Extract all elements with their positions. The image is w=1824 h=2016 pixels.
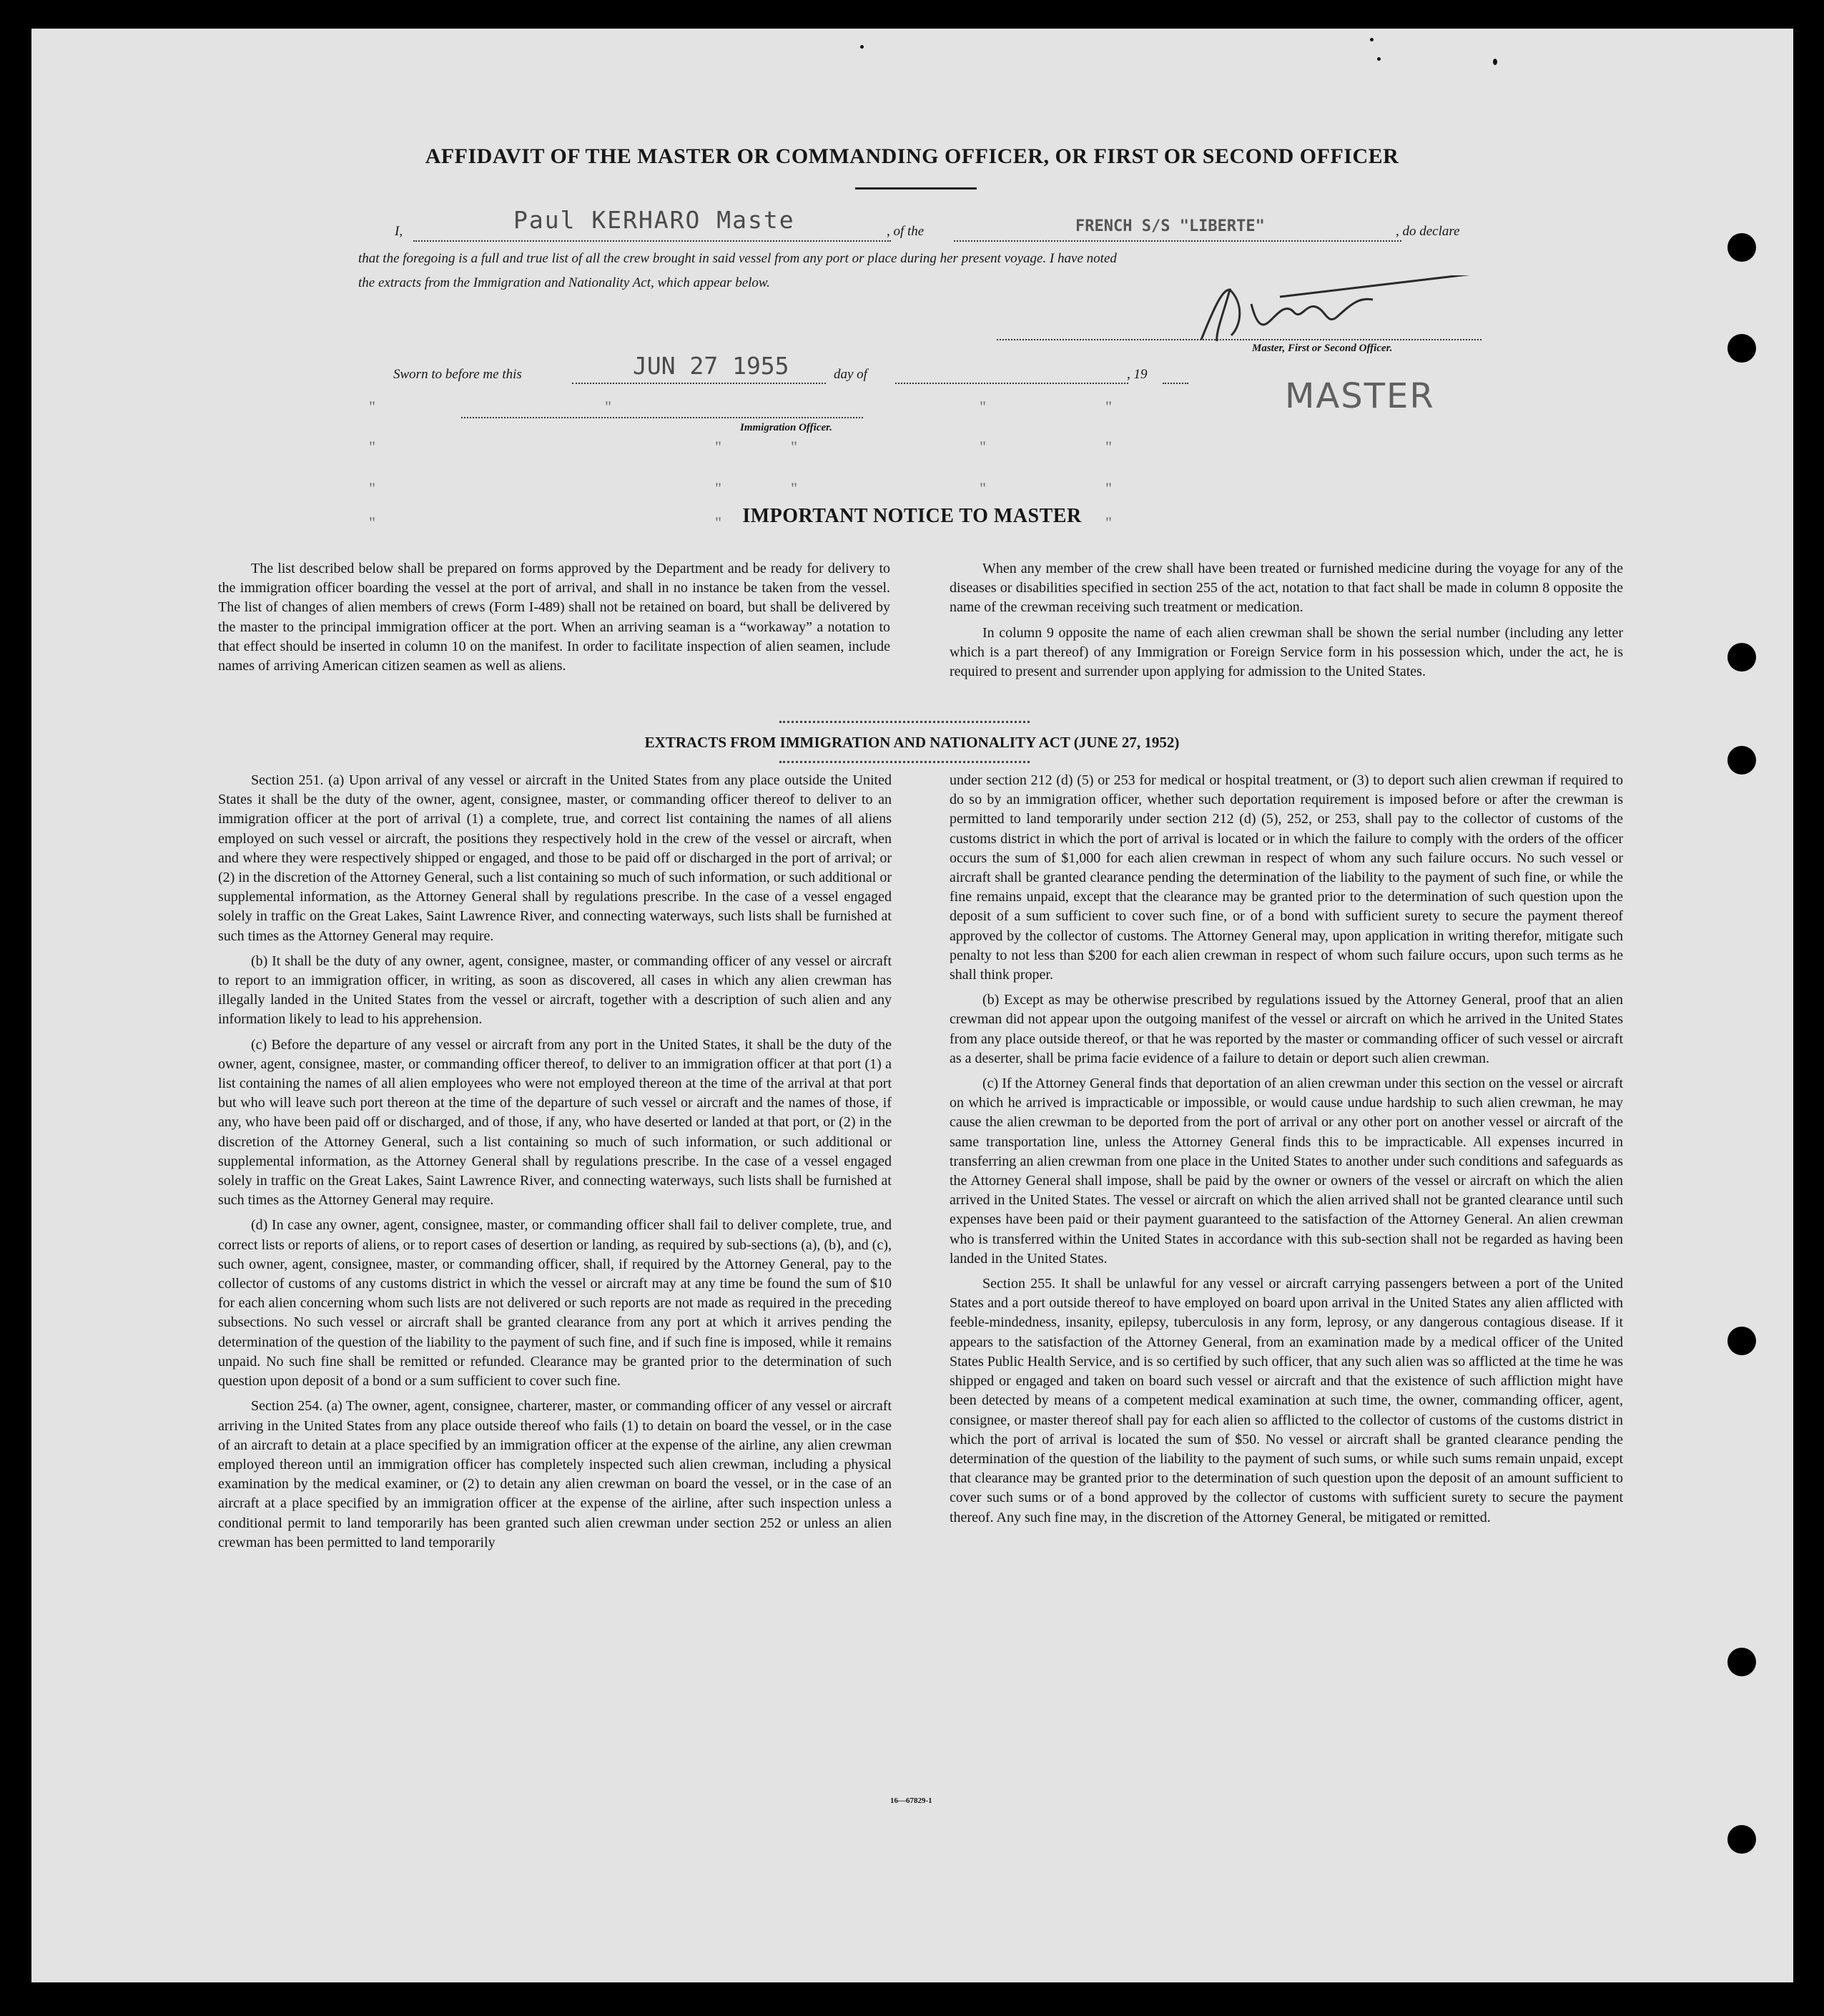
- officer-signature-line: [997, 339, 1482, 340]
- ditto-mark: ": [715, 438, 721, 456]
- year-line: [1163, 383, 1188, 384]
- extract-paragraph: (b) Except as may be otherwise prescribed by regulations issued by the Attorney General, proof that an alien crewman did not appear upon the outgoing manifest of the vessel or aircraft on which he arrived in the United States from any place outside thereof, or that he was reported by the master or commanding officer of such vessel or aircraft as a deserter, shall be prima facie evidence of a failure to detain or deport such alien crewman.: [950, 992, 1623, 1066]
- year-label: , 19: [1127, 367, 1148, 382]
- of-the-label: , of the: [887, 224, 925, 239]
- extract-paragraph: Section 251. (a) Upon arrival of any vessel or aircraft in the United States from any place outside the United States it shall be the duty of the owner, agent, consignee, master, or commanding officer thereof to deliver to an immigration officer at the port of arrival (1) a complete, true, and correct list containing the names of all aliens employed on such vessel or aircraft, the positions they respectively hold in the crew of the vessel or aircraft, when and where they were respectively shipped or engaged, and those to be paid off or discharged in the port of arrival; or (2) in the discretion of the Attorney General, such a list containing so much of such information, or such additional or supplemental information, as the Attorney General shall by regulations prescribe. In the case of a vessel engaged solely in traffic on the Great Lakes, Saint Lawrence River, and connecting waterways, such lists shall be furnished at such times as the Attorney General may require.: [218, 772, 892, 944]
- separator: [779, 761, 1030, 763]
- notice-title: IMPORTANT NOTICE TO MASTER: [742, 505, 1082, 527]
- ditto-mark: ": [980, 398, 986, 416]
- ditto-mark: ": [715, 479, 721, 497]
- ditto-mark: ": [980, 479, 986, 497]
- sworn-date-line: [572, 383, 826, 384]
- extract-paragraph: under section 212 (d) (5) or 253 for medical or hospital treatment, or (3) to deport such alien crewman if required to do so by an immigration officer, whether such deportation requirement is imposed before or after the crewman is permitted to land temporarily under section 212 (d) (5), 252, or 253, shall pay to the collector of customs of the customs district in which the port of arrival is located or in which the failure to comply with the orders of the officer occurs the sum of $1,000 for each alien crewman in respect of whom any such failure occurs. No such vessel or aircraft shall be granted clearance pending the determination of the liability to the payment of such fine, or while the fine remains unpaid, except that the clearance may be granted prior to the determination of such question upon the deposit of a sum sufficient to cover such fine, or of a bond with sufficient surety to secure the payment thereof approved by the collector of customs. The Attorney General may, upon application in writing therefor, mitigate such penalty to not less than $200 for each alien crewman in respect of whom such failure occurs, upon such terms as he shall think proper.: [950, 772, 1623, 983]
- affidavit-title: AFFIDAVIT OF THE MASTER OR COMMANDING OFFICER, OR FIRST OR SECOND OFFICER: [425, 144, 1399, 168]
- extracts-right-column: [950, 771, 1623, 1528]
- declaration-line-2: that the foregoing is a full and true list of all the crew brought in said vessel from any port or place during her present voyage. I have noted: [358, 251, 1117, 266]
- binder-hole: [1727, 1825, 1756, 1854]
- ditto-mark: ": [605, 398, 611, 416]
- ditto-mark: ": [369, 398, 375, 416]
- ditto-mark: ": [369, 438, 375, 456]
- declare-label: , do declare: [1396, 224, 1460, 239]
- ditto-mark: ": [791, 479, 797, 497]
- i-label: I,: [395, 224, 403, 239]
- month-line: [895, 383, 1128, 384]
- notice-paragraph: The list described below shall be prepared on forms approved by the Department and be ready for delivery to the immigration officer boarding the vessel at the port of arrival, and shall in no instance be taken from the vessel. The list of changes of alien members of crews (Form I-489) shall not be retained on board, but shall be delivered by the master to the principal immigration officer at the port. When an arriving seaman is a “workaway” a notation to that effect should be inserted in column 10 on the manifest. In order to facilitate inspection of alien seamen, include names of arriving American citizen seamen as well as aliens.: [218, 561, 890, 674]
- binder-hole: [1727, 334, 1756, 363]
- extract-paragraph: (c) If the Attorney General finds that deportation of an alien crewman under this section on the vessel or aircraft on which he arrived is impracticable or impossible, or would cause undue hardship to such alien crewman, he may cause the alien crewman to be deported from the port of arrival or any other port on another vessel or aircraft of the same transportation line, unless the Attorney General finds this to be impracticable. All expenses incurred in transferring an alien crewman from one place in the United States to another under such conditions and safeguards as the Attorney General shall impose, shall be paid by the owner or owners of the vessel or aircraft on which the alien arrived in the United States. The vessel or aircraft on which the alien arrived shall not be granted clearance until such expenses have been paid or their payment guaranteed to the satisfaction of the Attorney General. An alien crewman who is transferred within the United States in accordance with this sub-section shall not be regarded as having been landed in the United States.: [950, 1076, 1623, 1267]
- immigration-officer-line: [461, 417, 863, 418]
- speck: [1493, 59, 1497, 65]
- ditto-mark: ": [369, 479, 375, 497]
- speck: [860, 45, 864, 49]
- extracts-title: EXTRACTS FROM IMMIGRATION AND NATIONALITY ACT (JUNE 27, 1952): [644, 734, 1180, 751]
- extract-paragraph: (c) Before the departure of any vessel or aircraft from any port in the United States, it shall be the duty of the owner, agent, consignee, master, or commanding officer thereof, to deliver to an immigration officer at that port (1) a list containing the names of all alien employees who were not employed thereon at the time of the arrival at that port but who will leave such port thereon at the time of the departure of such vessel or aircraft and the names of those, if any, who have been paid off or discharged, and of those, if any, who have deserted or landed at that port, or (2) in the discretion of the Attorney General, such a list containing so much of such information, or such additional or supplemental information, as the Attorney General shall by regulations prescribe. In the case of a vessel engaged solely in traffic on the Great Lakes, Saint Lawrence River, and connecting waterways, such lists shall be furnished at such times as the Attorney General may require.: [218, 1036, 892, 1209]
- notice-paragraph: In column 9 opposite the name of each alien crewman shall be shown the serial number (including any letter which is a part thereof) of any Immigration or Foreign Service form in his possession which, under the act, he is required to present and surrender upon applying for admission to the United States.: [950, 624, 1623, 680]
- extract-paragraph: Section 255. It shall be unlawful for any vessel or aircraft carrying passengers between a port of the United States and a port outside thereof to have employed on board upon arrival in the United States any alien afflicted with feeble-mindedness, insanity, epilepsy, tuberculosis in any form, leprosy, or any dangerous contagious disease. If it appears to the satisfaction of the Attorney General, from an examination made by a medical officer of the United States Public Health Service, and is so certified by such officer, that any such alien was so afflicted at the time he was shipped or engaged and taken on board such vessel or aircraft and that the existence of such affliction might have been detected by means of a competent medical examination at such time, the owner, commanding officer, agent, consignee, or master thereof shall pay for each alien so afflicted to the collector of customs of the customs district in which the port of arrival is located the sum of $50. No vessel or aircraft shall be granted clearance pending the determination of the question of the liability to the payment of such sums, or while such sums remain unpaid, except that clearance may be granted prior to the determination of such question upon the deposit of an amount sufficient to cover such sums or of a bond approved by the collector of customs with sufficient surety to secure the payment thereof. Any such fine may, in the discretion of the Attorney General, be mitigated or remitted.: [950, 1276, 1623, 1525]
- title-underline: [855, 187, 977, 190]
- immigration-officer-caption: Immigration Officer.: [740, 422, 832, 433]
- sworn-date: JUN 27 1955: [633, 352, 789, 380]
- vessel-line: [954, 240, 1401, 242]
- binder-hole: [1727, 643, 1756, 672]
- officer-caption: Master, First or Second Officer.: [1252, 343, 1393, 354]
- binder-hole: [1727, 1327, 1756, 1355]
- extracts-left-column: [218, 771, 892, 1553]
- form-number: 16—67829-1: [890, 1796, 932, 1805]
- ditto-mark: ": [1105, 438, 1112, 456]
- ditto-mark: ": [1105, 479, 1112, 497]
- ditto-mark: ": [369, 513, 375, 531]
- declaration-line-3: the extracts from the Immigration and Nationality Act, which appear below.: [358, 275, 770, 290]
- speck: [1370, 38, 1374, 41]
- ditto-mark: ": [715, 513, 721, 531]
- extract-paragraph: (d) In case any owner, agent, consignee, master, or commanding officer shall fail to deliver complete, true, and correct lists or reports of aliens, or to report cases of desertion or landing, as required by sub-sections (a), (b), and (c), such owner, agent, consignee, master, or commanding officer, shall, if required by the Attorney General, pay to the collector of customs of any customs district in which the vessel or aircraft may at any time be found the sum of $10 for each alien concerning whom such lists are not delivered or such reports are not made as required in the preceding subsections. No such vessel or aircraft shall be granted clearance from any port at which it arrives pending the determination of the question of the liability to the payment of such fine, and if such fine is imposed, while it remains unpaid. No such fine shall be remitted or refunded. Clearance may be granted prior to the determination of such question upon deposit of a bond or a sum sufficient to cover such fine.: [218, 1217, 892, 1390]
- notice-left-column: [218, 559, 890, 676]
- declarant-name: Paul KERHARO Maste: [513, 206, 795, 234]
- ditto-mark: ": [1105, 513, 1112, 531]
- extract-paragraph: (b) It shall be the duty of any owner, agent, consignee, master, or commanding officer of any vessel or aircraft to report to an immigration officer, in writing, as soon as discovered, all cases in which any alien crewman has illegally landed in the United States from the vessel or aircraft, together with a description of such alien and any information likely to lead to his apprehension.: [218, 953, 892, 1028]
- binder-hole: [1727, 233, 1756, 262]
- separator: [779, 721, 1030, 723]
- declarant-line: [413, 240, 891, 242]
- extract-paragraph: Section 254. (a) The owner, agent, consignee, charterer, master, or commanding officer of any vessel or aircraft arriving in the United States from any place outside thereof who fails (1) to detain on board the vessel, or in the case of an aircraft to detain at a place specified by an immigration officer at the expense of the airline, any alien crewman employed thereon until an immigration officer has completely inspected such alien crewman, including a physical examination by the medical examiner, or (2) to detain any alien crewman on board the vessel, or in the case of an aircraft at a place specified by an immigration officer at the expense of the airline, after such inspection unless a conditional permit to land temporarily has been granted such alien crewman under section 252 or unless an alien crewman has been permitted to land temporarily: [218, 1398, 892, 1550]
- master-stamp: MASTER: [1285, 376, 1435, 416]
- notice-paragraph: When any member of the crew shall have been treated or furnished medicine during the voyage for any of the diseases or disabilities specified in section 255 of the act, notation to that fact shall be made in column 8 opposite the name of the crewman receiving such treatment or medication.: [950, 561, 1623, 616]
- sworn-label: Sworn to before me this: [393, 367, 522, 382]
- binder-hole: [1727, 1648, 1756, 1676]
- speck: [1377, 57, 1381, 61]
- ditto-mark: ": [980, 438, 986, 456]
- ditto-mark: ": [1105, 398, 1112, 416]
- vessel-name: FRENCH S/S "LIBERTE": [1075, 217, 1265, 235]
- notice-right-column: [950, 559, 1623, 682]
- ditto-mark: ": [791, 438, 797, 456]
- day-of-label: day of: [834, 367, 867, 382]
